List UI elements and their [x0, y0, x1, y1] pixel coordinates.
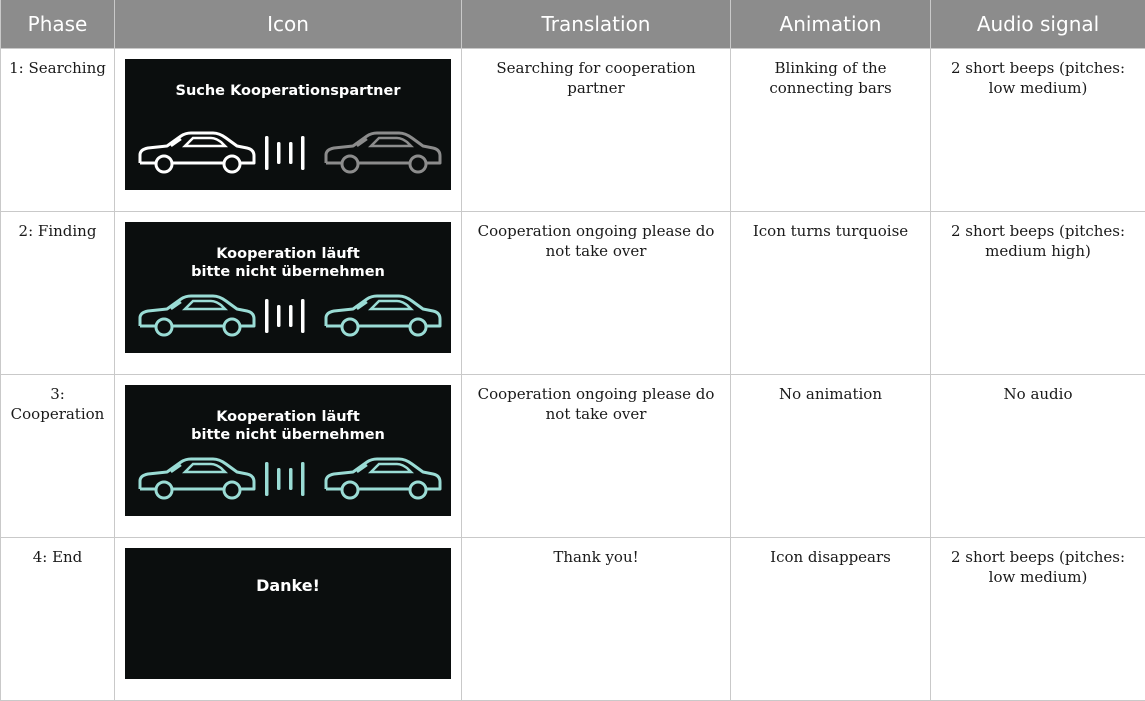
panel-message: Suche Kooperationspartner	[125, 82, 451, 100]
animation-cell: Blinking of the connecting bars	[731, 49, 931, 212]
connecting-bar	[289, 142, 293, 164]
car-wheel	[410, 319, 426, 335]
header-animation: Animation	[731, 0, 931, 49]
panel-message: Danke!	[125, 577, 451, 595]
car-wheel	[342, 482, 358, 498]
connecting-bar	[277, 468, 281, 490]
panel-message-line2: bitte nicht übernehmen	[125, 263, 451, 281]
connecting-bar	[301, 136, 305, 170]
car-wheel	[410, 156, 426, 172]
panel-message-line2: bitte nicht übernehmen	[125, 426, 451, 444]
connecting-bars-icon	[265, 136, 305, 170]
connecting-bar	[289, 305, 293, 327]
car-wheel	[156, 156, 172, 172]
car-window	[357, 138, 411, 146]
left-car-icon	[140, 133, 254, 172]
connecting-bars-icon	[265, 299, 305, 333]
connecting-bar	[265, 299, 269, 333]
car-wheel	[156, 319, 172, 335]
right-car-icon	[326, 459, 440, 498]
icon-cell	[115, 49, 462, 212]
audio-cell: 2 short beeps (pitches: low medium)	[931, 538, 1145, 701]
connecting-bar	[277, 305, 281, 327]
animation-cell: No animation	[731, 375, 931, 538]
connecting-bar	[289, 468, 293, 490]
audio-cell: 2 short beeps (pitches: low medium)	[931, 49, 1145, 212]
animation-cell: Icon disappears	[731, 538, 931, 701]
icon-cell	[115, 375, 462, 538]
display-panel	[125, 59, 451, 190]
car-wheel	[342, 319, 358, 335]
icon-cell	[115, 212, 462, 375]
phase-cell: 2: Finding	[1, 212, 115, 375]
translation-cell: Cooperation ongoing please do not take over	[462, 212, 731, 375]
left-car-icon	[140, 296, 254, 335]
header-audio-signal: Audio signal	[931, 0, 1145, 49]
display-panel	[125, 385, 451, 516]
panel-message-line1: Kooperation läuft	[125, 408, 451, 426]
right-car-icon	[326, 296, 440, 335]
cooperation-icon	[125, 222, 451, 353]
car-wheel	[224, 319, 240, 335]
phase-cell: 4: End	[1, 538, 115, 701]
connecting-bar	[265, 462, 269, 496]
table-row	[1, 375, 1145, 538]
translation-cell: Searching for cooperation partner	[462, 49, 731, 212]
car-wheel	[224, 156, 240, 172]
phase-cell: 3: Cooperation	[1, 375, 115, 538]
car-wheel	[156, 482, 172, 498]
car-wheel	[410, 482, 426, 498]
animation-cell: Icon turns turquoise	[731, 212, 931, 375]
left-car-icon	[140, 459, 254, 498]
car-window	[171, 301, 225, 309]
table-row	[1, 538, 1145, 701]
translation-cell: Thank you!	[462, 538, 731, 701]
header-translation: Translation	[462, 0, 731, 49]
car-window	[357, 464, 411, 472]
table-row	[1, 49, 1145, 212]
phase-cell: 1: Searching	[1, 49, 115, 212]
header-phase: Phase	[1, 0, 115, 49]
car-wheel	[342, 156, 358, 172]
car-wheel	[224, 482, 240, 498]
connecting-bars-icon	[265, 462, 305, 496]
connecting-bar	[277, 142, 281, 164]
icon-cell	[115, 538, 462, 701]
translation-cell: Cooperation ongoing please do not take over	[462, 375, 731, 538]
cooperation-icon	[125, 385, 451, 516]
panel-message-line1: Kooperation läuft	[125, 245, 451, 263]
audio-cell: 2 short beeps (pitches: medium high)	[931, 212, 1145, 375]
display-panel	[125, 548, 451, 679]
connecting-bar	[301, 299, 305, 333]
connecting-bar	[301, 462, 305, 496]
audio-cell: No audio	[931, 375, 1145, 538]
table-row	[1, 212, 1145, 375]
car-window	[357, 301, 411, 309]
header-icon: Icon	[115, 0, 462, 49]
car-window	[171, 138, 225, 146]
right-car-icon	[326, 133, 440, 172]
display-panel	[125, 222, 451, 353]
cooperation-icon	[125, 59, 451, 190]
connecting-bar	[265, 136, 269, 170]
header-row	[1, 0, 1145, 49]
car-window	[171, 464, 225, 472]
